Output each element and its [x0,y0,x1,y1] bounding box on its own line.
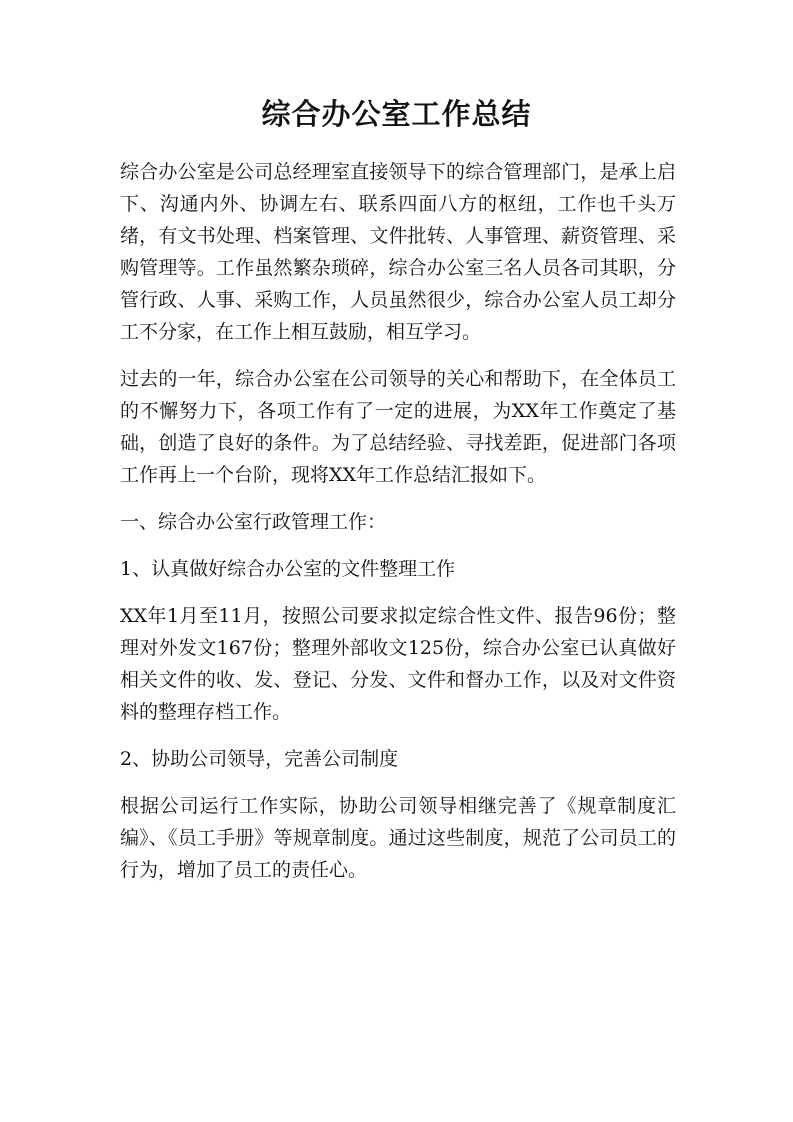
document-body [120,156,676,901]
file-work-paragraph: XX年1月至11月，按照公司要求拟定综合性文件、报告96份；整理对外发文167份；整理外部收文125份，综合办公室已认真做好相关文件的收、发、登记、分发、文件和督办工作，以及对文件资料的整理存档工作。 [120,605,676,723]
subheading-company-system: 2、协助公司领导，完善公司制度 [120,748,399,770]
company-system-paragraph: 根据公司运行工作实际，协助公司领导相继完善了《规章制度汇编》、《员工手册》等规章制度。通过这些制度，规范了公司员工的行为，增加了员工的责任心。 [120,795,676,881]
document-title: 综合办公室工作总结 [261,97,532,131]
section-heading-admin: 一、综合办公室行政管理工作： [120,511,387,533]
summary-paragraph: 过去的一年，综合办公室在公司领导的关心和帮助下，在全体员工的不懈努力下，各项工作有了一定的进展，为XX年工作奠定了基础，创造了良好的条件。为了总结经验、寻找差距，促进部门各项工作再上一个台阶，现将XX年工作总结汇报如下。 [120,368,676,486]
intro-paragraph: 综合办公室是公司总经理室直接领导下的综合管理部门，是承上启下、沟通内外、协调左右、联系四面八方的枢纽，工作也千头万绪，有文书处理、档案管理、文件批转、人事管理、薪资管理、采购管理等。工作虽然繁杂琐碎，综合办公室三名人员各司其职，分管行政、人事、采购工作，人员虽然很少，综合办公室人员工却分工不分家，在工作上相互鼓励，相互学习。 [120,161,676,343]
subheading-file-work: 1、认真做好综合办公室的文件整理工作 [120,558,456,580]
